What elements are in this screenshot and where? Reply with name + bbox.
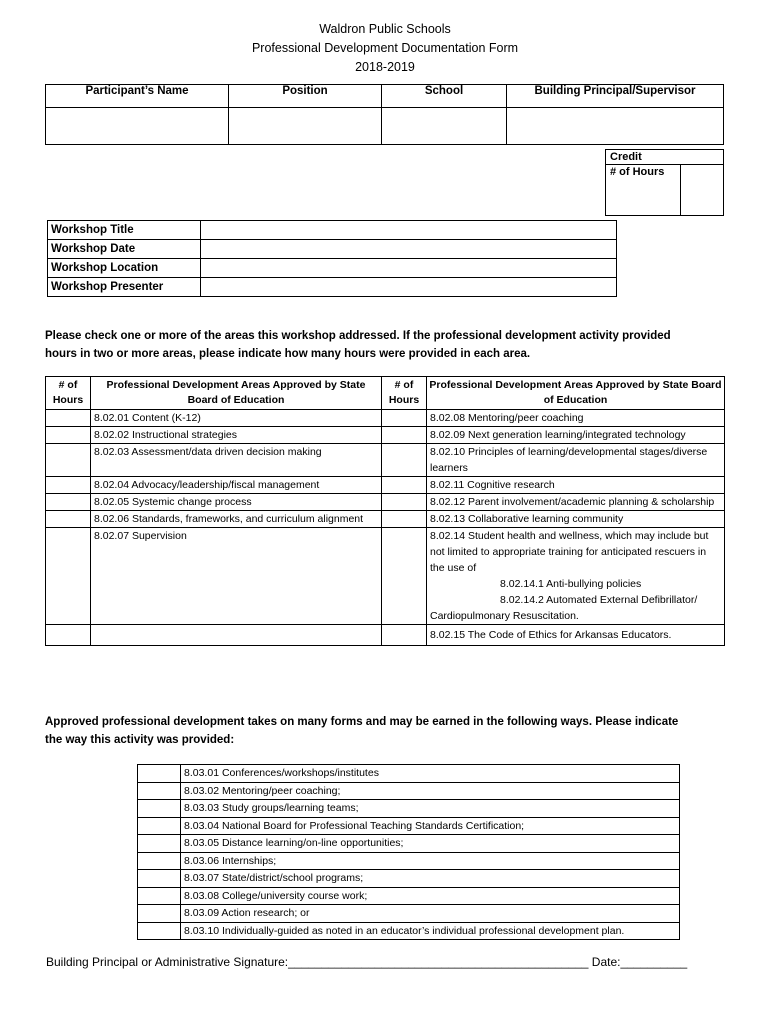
areas-header-left: Professional Development Areas Approved by State Board of Education (91, 377, 382, 410)
way-checkbox[interactable] (138, 887, 181, 905)
area-item: 8.02.13 Collaborative learning community (427, 511, 725, 528)
workshop-date-field[interactable] (201, 240, 617, 259)
school-year: 2018-2019 (355, 60, 415, 74)
hours-header-right: # of Hours (382, 377, 427, 410)
area-item: 8.02.15 The Code of Ethics for Arkansas Educators. (427, 625, 725, 646)
area-item: 8.02.08 Mentoring/peer coaching (427, 410, 725, 427)
hours-input[interactable] (46, 477, 91, 494)
participant-name-field[interactable] (46, 108, 229, 145)
area-item-empty (91, 625, 382, 646)
way-checkbox[interactable] (138, 817, 181, 835)
area-item: 8.02.09 Next generation learning/integrated technology (427, 427, 725, 444)
workshop-title-field[interactable] (201, 221, 617, 240)
workshop-date-label: Workshop Date (48, 240, 201, 259)
hours-input[interactable] (46, 625, 91, 646)
district-name: Waldron Public Schools (319, 22, 451, 36)
hours-input[interactable] (382, 477, 427, 494)
way-item: 8.03.01 Conferences/workshops/institutes (181, 765, 680, 783)
workshop-location-field[interactable] (201, 259, 617, 278)
workshop-presenter-field[interactable] (201, 278, 617, 297)
way-item: 8.03.06 Internships; (181, 852, 680, 870)
way-item: 8.03.07 State/district/school programs; (181, 870, 680, 888)
principal-header: Building Principal/Supervisor (507, 85, 724, 108)
signature-line[interactable]: Building Principal or Administrative Signature:_____________________________________________ Date:__________ (46, 955, 688, 969)
area-item: 8.02.14 Student health and wellness, which may include but not limited to appropriate training for anticipated rescuers in the use of 8.02.14.1 Anti-bullying policies 8.02.14.2 Automated External Defibrillator/ Cardiopulmonary Resuscitation. (427, 528, 725, 625)
way-item: 8.03.02 Mentoring/peer coaching; (181, 782, 680, 800)
way-item: 8.03.09 Action research; or (181, 905, 680, 923)
hours-input[interactable] (382, 625, 427, 646)
way-checkbox[interactable] (138, 905, 181, 923)
position-field[interactable] (229, 108, 382, 145)
areas-instructions: Please check one or more of the areas this workshop addressed. If the professional development activity provided hours in two or more areas, please indicate how many hours were provided in each area. (45, 330, 671, 360)
area-item: 8.02.05 Systemic change process (91, 494, 382, 511)
way-item: 8.03.04 National Board for Professional Teaching Standards Certification; (181, 817, 680, 835)
school-header: School (382, 85, 507, 108)
way-checkbox[interactable] (138, 835, 181, 853)
hours-input[interactable] (46, 511, 91, 528)
workshop-location-label: Workshop Location (48, 259, 201, 278)
hours-input[interactable] (46, 410, 91, 427)
area-item: 8.02.04 Advocacy/leadership/fiscal management (91, 477, 382, 494)
area-item: 8.02.07 Supervision (91, 528, 382, 625)
hours-header-left: # of Hours (46, 377, 91, 410)
way-checkbox[interactable] (138, 852, 181, 870)
way-checkbox[interactable] (138, 870, 181, 888)
hours-input[interactable] (382, 511, 427, 528)
participant-table (45, 84, 724, 145)
hours-input[interactable] (382, 410, 427, 427)
hours-input[interactable] (46, 528, 91, 625)
area-item: 8.02.10 Principles of learning/developmental stages/diverse learners (427, 444, 725, 477)
position-header: Position (229, 85, 382, 108)
area-item: 8.02.12 Parent involvement/academic planning & scholarship (427, 494, 725, 511)
way-checkbox[interactable] (138, 782, 181, 800)
workshop-table (47, 220, 617, 297)
workshop-title-label: Workshop Title (48, 221, 201, 240)
way-item: 8.03.05 Distance learning/on-line opportunities; (181, 835, 680, 853)
area-item: 8.02.03 Assessment/data driven decision making (91, 444, 382, 477)
area-item: 8.02.11 Cognitive research (427, 477, 725, 494)
principal-field[interactable] (507, 108, 724, 145)
credit-label: Credit (606, 150, 724, 165)
area-item: 8.02.01 Content (K-12) (91, 410, 382, 427)
area-item: 8.02.06 Standards, frameworks, and curriculum alignment (91, 511, 382, 528)
hours-label: # of Hours (606, 165, 681, 216)
school-field[interactable] (382, 108, 507, 145)
area-item: 8.02.02 Instructional strategies (91, 427, 382, 444)
ways-instructions: Approved professional development takes on many forms and may be earned in the following ways. Please indicate the way this activity was provided: (45, 716, 679, 746)
hours-input[interactable] (46, 494, 91, 511)
form-header (0, 20, 770, 77)
way-item: 8.03.03 Study groups/learning teams; (181, 800, 680, 818)
participant-name-header: Participant’s Name (46, 85, 229, 108)
hours-input[interactable] (46, 444, 91, 477)
form-title: Professional Development Documentation Form (251, 41, 519, 55)
areas-header-right: Professional Development Areas Approved by State Board of Education (427, 377, 725, 410)
way-checkbox[interactable] (138, 922, 181, 940)
hours-input[interactable] (382, 427, 427, 444)
hours-input[interactable] (382, 494, 427, 511)
hours-input[interactable] (382, 528, 427, 625)
way-item: 8.03.10 Individually-guided as noted in an educator’s individual professional development plan. (181, 922, 680, 940)
hours-input[interactable] (382, 444, 427, 477)
hours-input[interactable] (46, 427, 91, 444)
pd-areas-table (45, 376, 725, 646)
way-checkbox[interactable] (138, 800, 181, 818)
workshop-presenter-label: Workshop Presenter (48, 278, 201, 297)
way-checkbox[interactable] (138, 765, 181, 783)
pd-ways-table (137, 764, 680, 940)
way-item: 8.03.08 College/university course work; (181, 887, 680, 905)
credit-box (605, 149, 724, 216)
hours-field[interactable] (681, 165, 724, 216)
